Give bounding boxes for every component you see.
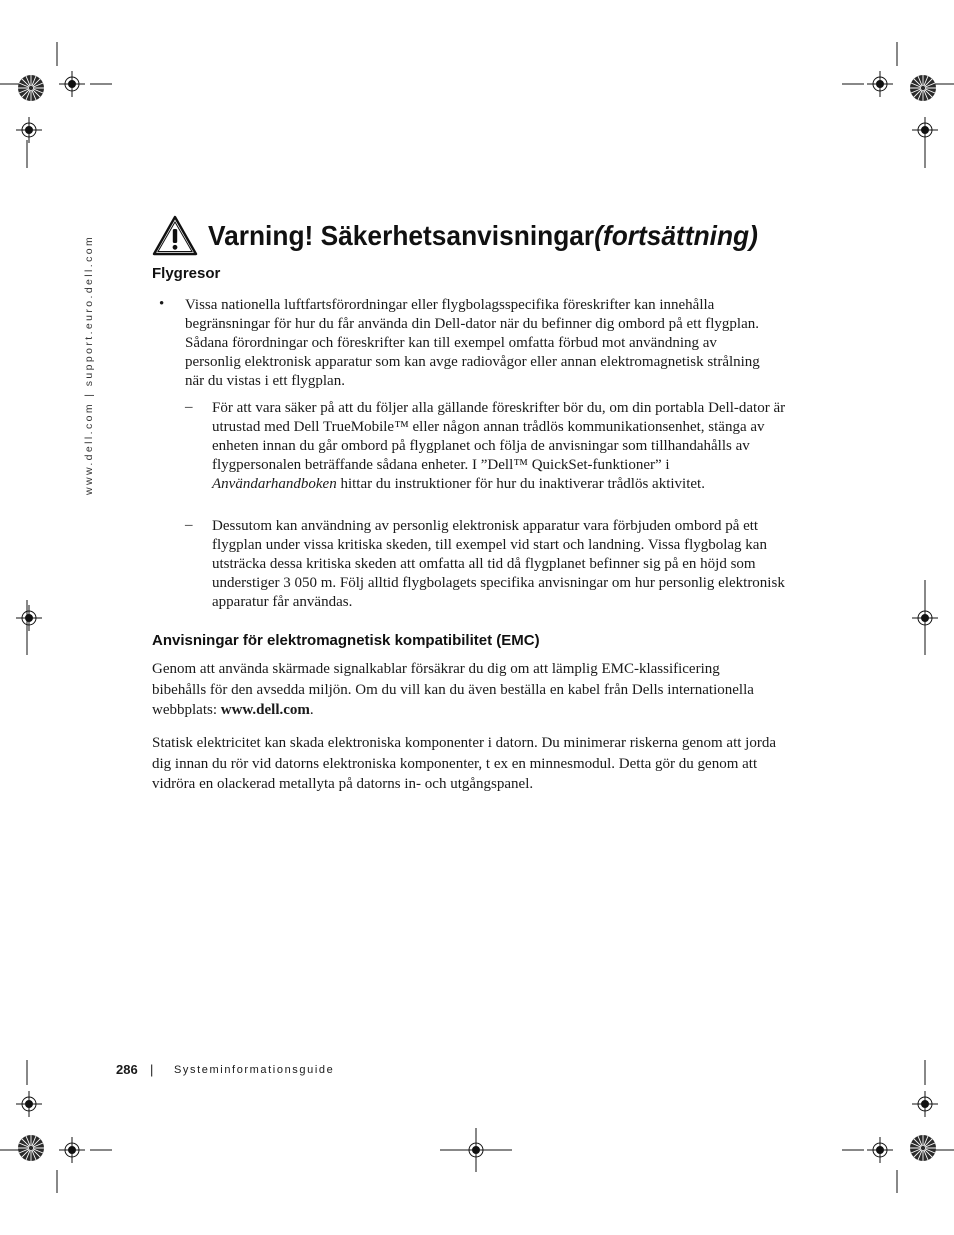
sidebar-url: www.dell.com | support.euro.dell.com — [83, 234, 95, 495]
dell-website-link[interactable]: www.dell.com — [220, 702, 310, 718]
dash-symbol-1: – — [185, 399, 193, 415]
sub-bullet-1-tail: hittar du instruktioner för hur du inaktiverar trådlös aktivitet. — [336, 476, 705, 492]
emc-paragraph-1 — [152, 659, 770, 721]
section-heading-flygresor: Flygresor — [152, 265, 221, 282]
emc-paragraph-2: Statisk elektricitet kan skada elektroniska komponenter i datorn. Du minimerar riskerna genom att jorda dig innan du rör vid datorns elektroniska komponenter, t ex en minnesmodul. Detta gör du genom att vidröra en olackerad metallyta på datorns in- och utgångspanel. — [152, 735, 776, 792]
sub-bullet-1-text: För att vara säker på att du följer alla gällande föreskrifter bör du, om din portabla Dell-dator är utrustad med Dell TrueMobile™ eller någon annan trådlös kommunikationsenhet, stänga av enheten innan du går ombord på flygplanet och följa de anvisningar som tillhandahålls av flygpersonalen beträffande sådana enheter. I ”Dell™ QuickSet-funktioner” i — [212, 400, 786, 473]
page-title-row — [152, 214, 793, 258]
bullet-paragraph: Vissa nationella luftfartsförordningar eller flygbolagsspecifika föreskrifter kan innehålla begränsningar för hur du får använda din Dell-dator när du befinner dig ombord på ett flygplan. Sådana förordningar och föreskrifter kan till exempel omfatta förbud mot användning av personlig elektronisk apparatur som kan avge radiovågor eller annan elektromagnetisk strålning när du vistas i ett flygplan. — [185, 297, 760, 389]
title-main: Varning! Säkerhetsanvisningar — [208, 220, 595, 251]
dash-symbol-2: – — [185, 517, 193, 533]
footer-separator: | — [150, 1062, 154, 1077]
sub-bullet-1-italic: Användarhandboken — [212, 476, 337, 492]
emc-paragraph-1-end: . — [309, 702, 314, 718]
page-title — [208, 220, 758, 252]
section-heading-emc: Anvisningar för elektromagnetisk kompatibilitet (EMC) — [152, 632, 540, 649]
sub-bullet-2: Dessutom kan användning av personlig elektronisk apparatur vara förbjuden ombord på ett flygplan under vissa kritiska skeden, till exempel vid start och landning. Vissa flygbolag kan utsträcka dessa kritiska skeden att omfatta all tid då flygplanet befinner sig på en höjd som understiger 3 050 m. Följ alltid flygbolagets specifika anvisningar om hur personlig elektronisk apparatur får användas. — [212, 518, 785, 610]
emc-paragraph-1-text: Genom att använda skärmade signalkablar försäkrar du dig om att lämplig EMC-klassificering bibehålls för den avsedda miljön. Om du vill kan du även beställa en kabel från Dells internationella webbplats: — [152, 661, 754, 718]
title-continuation: (fortsättning) — [594, 220, 758, 251]
sub-bullet-1 — [212, 399, 797, 494]
bullet-symbol: • — [159, 296, 165, 312]
page-number: 286 — [116, 1062, 138, 1077]
warning-triangle-icon — [152, 214, 198, 258]
footer-guide-title: Systeminformationsguide — [174, 1064, 335, 1076]
